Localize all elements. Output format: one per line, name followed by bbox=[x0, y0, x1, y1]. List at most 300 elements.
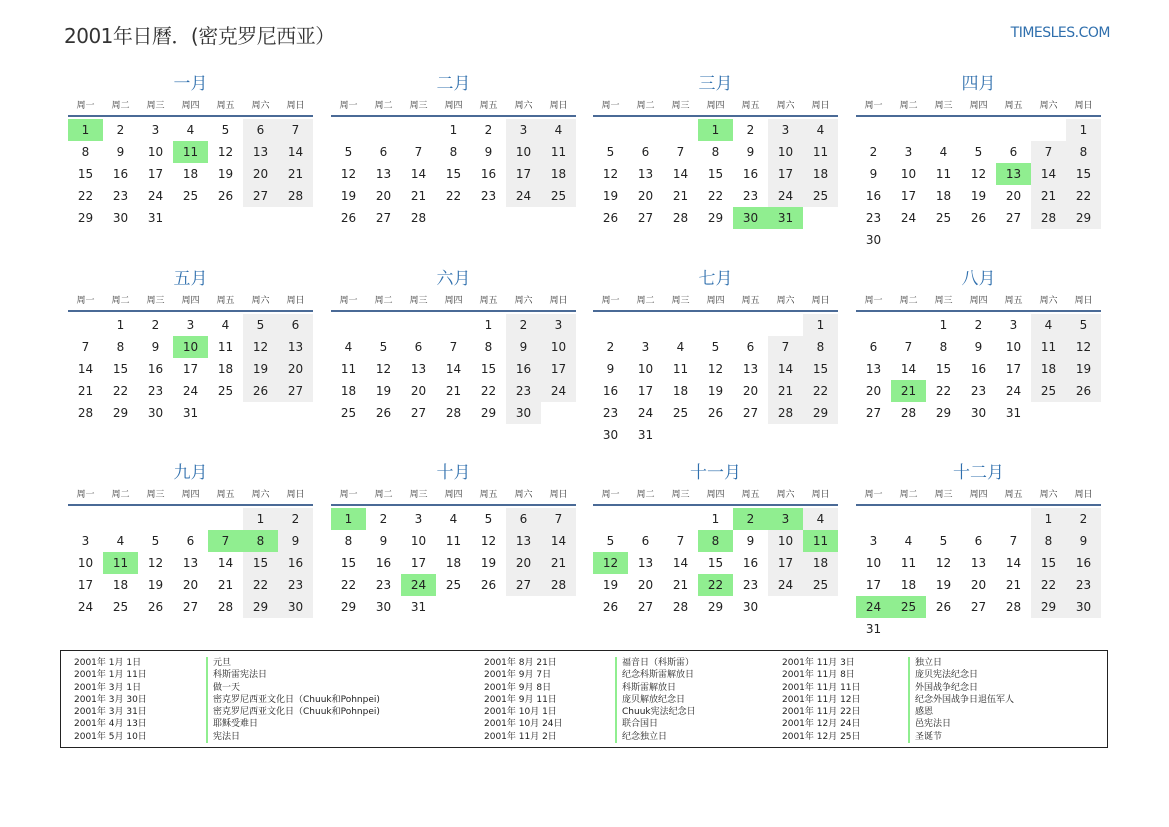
weekday-header bbox=[856, 292, 1101, 312]
holiday-date: 2001年 12月 25日 bbox=[782, 731, 861, 742]
day-cell: 16 bbox=[112, 167, 129, 181]
day-cell: 26 bbox=[147, 600, 164, 614]
day-cell: 25 bbox=[112, 600, 129, 614]
month-title: 七月 bbox=[698, 269, 733, 289]
day-cell: 27 bbox=[637, 211, 654, 225]
holiday-name: 元旦 bbox=[206, 657, 231, 669]
legend-row bbox=[74, 669, 380, 681]
day-cell: 9 bbox=[974, 340, 983, 354]
day-cell: 6 bbox=[243, 119, 278, 141]
day-cell: 30 bbox=[602, 428, 619, 442]
day-cell: 18 bbox=[672, 384, 689, 398]
weekday-label: 周五 bbox=[1004, 490, 1023, 500]
day-cell: 3 bbox=[81, 534, 90, 548]
day-cell: 2 bbox=[1066, 508, 1101, 530]
weekday-label: 周六 bbox=[1039, 101, 1058, 111]
day-cell: 25 bbox=[541, 185, 576, 207]
day-cell: 13 bbox=[865, 362, 882, 376]
legend-row bbox=[74, 682, 380, 694]
day-cell: 17 bbox=[865, 578, 882, 592]
day-cell: 9 bbox=[151, 340, 160, 354]
day-cell: 23 bbox=[112, 189, 129, 203]
day-cell: 19 bbox=[602, 578, 619, 592]
weekday-label: 周日 bbox=[286, 490, 305, 500]
day-cell: 29 bbox=[707, 600, 724, 614]
holiday-date: 2001年 11月 8日 bbox=[782, 670, 855, 681]
day-cell: 15 bbox=[445, 167, 462, 181]
holiday-name: 庞贝宪法纪念日 bbox=[908, 669, 978, 681]
weekday-label: 周六 bbox=[776, 296, 795, 306]
day-cell: 16 bbox=[865, 189, 882, 203]
holiday-day-cell: 24 bbox=[856, 596, 891, 618]
day-cell: 28 bbox=[77, 406, 94, 420]
day-cell: 21 bbox=[768, 380, 803, 402]
weekday-label: 周三 bbox=[671, 490, 690, 500]
day-cell: 12 bbox=[970, 167, 987, 181]
day-cell: 6 bbox=[186, 534, 195, 548]
weekday-label: 周三 bbox=[146, 296, 165, 306]
day-cell: 2 bbox=[974, 318, 983, 332]
holiday-name: Chuuk宪法纪念日 bbox=[615, 706, 696, 718]
day-cell: 23 bbox=[278, 574, 313, 596]
month-block bbox=[331, 72, 576, 229]
weekday-header bbox=[331, 486, 576, 506]
empty-cell bbox=[68, 314, 103, 336]
day-cell: 12 bbox=[217, 145, 234, 159]
day-cell: 14 bbox=[217, 556, 234, 570]
day-cell: 14 bbox=[278, 141, 313, 163]
weekday-label: 周四 bbox=[706, 296, 725, 306]
day-cell: 1 bbox=[449, 123, 458, 137]
day-grid bbox=[68, 508, 313, 618]
day-grid bbox=[856, 119, 1101, 251]
holiday-day-cell: 10 bbox=[173, 336, 208, 358]
day-cell: 6 bbox=[641, 534, 650, 548]
day-cell: 10 bbox=[900, 167, 917, 181]
holiday-date: 2001年 3月 1日 bbox=[74, 682, 142, 693]
empty-cell bbox=[996, 508, 1031, 530]
holiday-date: 2001年 11月 12日 bbox=[782, 694, 861, 705]
day-grid bbox=[593, 508, 838, 618]
empty-cell bbox=[663, 314, 698, 336]
day-cell: 14 bbox=[410, 167, 427, 181]
day-cell: 14 bbox=[445, 362, 462, 376]
day-cell: 20 bbox=[410, 384, 427, 398]
weekday-label: 周三 bbox=[934, 101, 953, 111]
weekday-header bbox=[593, 486, 838, 506]
weekday-label: 周四 bbox=[969, 296, 988, 306]
day-cell: 16 bbox=[375, 556, 392, 570]
legend-row bbox=[484, 718, 696, 730]
legend-column-3 bbox=[782, 657, 1014, 743]
day-cell: 9 bbox=[116, 145, 125, 159]
day-cell: 22 bbox=[77, 189, 94, 203]
weekday-label: 周三 bbox=[409, 490, 428, 500]
holiday-date: 2001年 9月 8日 bbox=[484, 682, 552, 693]
empty-cell bbox=[961, 119, 996, 141]
day-cell: 15 bbox=[935, 362, 952, 376]
day-cell: 31 bbox=[637, 428, 654, 442]
weekday-header bbox=[593, 292, 838, 312]
day-cell: 13 bbox=[375, 167, 392, 181]
day-cell: 19 bbox=[1066, 358, 1101, 380]
day-cell: 23 bbox=[375, 578, 392, 592]
day-cell: 17 bbox=[1005, 362, 1022, 376]
empty-cell bbox=[961, 508, 996, 530]
month-block bbox=[593, 461, 838, 618]
day-cell: 29 bbox=[707, 211, 724, 225]
day-cell: 9 bbox=[379, 534, 388, 548]
weekday-label: 周三 bbox=[934, 296, 953, 306]
holiday-day-cell: 1 bbox=[331, 508, 366, 530]
day-cell: 31 bbox=[865, 622, 882, 636]
day-cell: 28 bbox=[1005, 600, 1022, 614]
day-cell: 24 bbox=[637, 406, 654, 420]
day-cell: 3 bbox=[186, 318, 195, 332]
empty-cell bbox=[593, 119, 628, 141]
day-grid bbox=[856, 314, 1101, 424]
legend-row bbox=[74, 694, 380, 706]
day-cell: 25 bbox=[1031, 380, 1066, 402]
day-cell: 13 bbox=[506, 530, 541, 552]
weekday-label: 周日 bbox=[286, 296, 305, 306]
day-cell: 30 bbox=[112, 211, 129, 225]
day-cell: 3 bbox=[541, 314, 576, 336]
day-cell: 4 bbox=[803, 119, 838, 141]
month-title: 三月 bbox=[698, 74, 733, 94]
day-cell: 28 bbox=[541, 574, 576, 596]
legend-row bbox=[782, 731, 1014, 743]
weekday-label: 周五 bbox=[479, 296, 498, 306]
weekday-label: 周四 bbox=[969, 101, 988, 111]
day-cell: 20 bbox=[637, 189, 654, 203]
day-cell: 11 bbox=[541, 141, 576, 163]
day-cell: 19 bbox=[340, 189, 357, 203]
day-cell: 21 bbox=[278, 163, 313, 185]
month-title: 八月 bbox=[961, 269, 996, 289]
holiday-day-cell: 8 bbox=[698, 530, 733, 552]
day-cell: 15 bbox=[707, 556, 724, 570]
day-cell: 9 bbox=[746, 145, 755, 159]
legend-row bbox=[484, 669, 696, 681]
holiday-day-cell: 31 bbox=[768, 207, 803, 229]
day-cell: 14 bbox=[672, 167, 689, 181]
day-cell: 4 bbox=[939, 145, 948, 159]
empty-cell bbox=[593, 314, 628, 336]
weekday-label: 周一 bbox=[76, 296, 95, 306]
weekday-label: 周一 bbox=[339, 296, 358, 306]
day-cell: 24 bbox=[1005, 384, 1022, 398]
day-cell: 14 bbox=[672, 556, 689, 570]
day-cell: 31 bbox=[1005, 406, 1022, 420]
day-cell: 30 bbox=[1066, 596, 1101, 618]
day-cell: 20 bbox=[637, 578, 654, 592]
day-cell: 23 bbox=[480, 189, 497, 203]
day-cell: 9 bbox=[869, 167, 878, 181]
day-cell: 17 bbox=[182, 362, 199, 376]
weekday-label: 周五 bbox=[216, 101, 235, 111]
day-cell: 5 bbox=[939, 534, 948, 548]
day-cell: 19 bbox=[375, 384, 392, 398]
day-cell: 19 bbox=[243, 358, 278, 380]
day-cell: 8 bbox=[449, 145, 458, 159]
weekday-label: 周日 bbox=[1074, 490, 1093, 500]
weekday-label: 周日 bbox=[549, 490, 568, 500]
month-title: 十二月 bbox=[953, 463, 1004, 483]
day-grid bbox=[68, 314, 313, 424]
day-cell: 7 bbox=[449, 340, 458, 354]
weekday-header bbox=[68, 486, 313, 506]
day-cell: 4 bbox=[803, 508, 838, 530]
day-cell: 28 bbox=[900, 406, 917, 420]
weekday-label: 周六 bbox=[251, 101, 270, 111]
day-cell: 5 bbox=[484, 512, 493, 526]
empty-cell bbox=[138, 508, 173, 530]
weekday-label: 周六 bbox=[1039, 296, 1058, 306]
holiday-day-cell: 24 bbox=[401, 574, 436, 596]
day-cell: 12 bbox=[147, 556, 164, 570]
day-cell: 30 bbox=[147, 406, 164, 420]
day-cell: 19 bbox=[602, 189, 619, 203]
legend-row bbox=[484, 731, 696, 743]
legend-row bbox=[782, 669, 1014, 681]
weekday-label: 周二 bbox=[899, 490, 918, 500]
day-cell: 26 bbox=[602, 211, 619, 225]
weekday-label: 周三 bbox=[671, 296, 690, 306]
day-cell: 27 bbox=[970, 600, 987, 614]
day-cell: 30 bbox=[375, 600, 392, 614]
weekday-label: 周四 bbox=[181, 296, 200, 306]
day-cell: 19 bbox=[935, 578, 952, 592]
day-cell: 2 bbox=[379, 512, 388, 526]
day-cell: 11 bbox=[445, 534, 462, 548]
weekday-label: 周日 bbox=[1074, 296, 1093, 306]
day-cell: 10 bbox=[77, 556, 94, 570]
day-cell: 23 bbox=[147, 384, 164, 398]
month-block bbox=[331, 267, 576, 424]
day-cell: 17 bbox=[637, 384, 654, 398]
day-cell: 11 bbox=[900, 556, 917, 570]
holiday-name: 宪法日 bbox=[206, 731, 240, 743]
day-cell: 28 bbox=[445, 406, 462, 420]
day-cell: 17 bbox=[768, 163, 803, 185]
holiday-name: 感恩 bbox=[908, 706, 933, 718]
day-cell: 4 bbox=[186, 123, 195, 137]
day-cell: 28 bbox=[1031, 207, 1066, 229]
holiday-name: 圣诞节 bbox=[908, 731, 942, 743]
empty-cell bbox=[891, 119, 926, 141]
day-cell: 26 bbox=[217, 189, 234, 203]
day-cell: 18 bbox=[803, 163, 838, 185]
weekday-label: 周二 bbox=[374, 490, 393, 500]
day-cell: 14 bbox=[77, 362, 94, 376]
day-cell: 24 bbox=[77, 600, 94, 614]
day-cell: 26 bbox=[243, 380, 278, 402]
day-cell: 22 bbox=[112, 384, 129, 398]
weekday-label: 周一 bbox=[601, 296, 620, 306]
empty-cell bbox=[698, 314, 733, 336]
day-cell: 1 bbox=[243, 508, 278, 530]
holiday-day-cell: 12 bbox=[593, 552, 628, 574]
day-cell: 10 bbox=[865, 556, 882, 570]
day-cell: 2 bbox=[606, 340, 615, 354]
empty-cell bbox=[103, 508, 138, 530]
day-cell: 30 bbox=[506, 402, 541, 424]
day-cell: 17 bbox=[900, 189, 917, 203]
holiday-date: 2001年 5月 10日 bbox=[74, 731, 147, 742]
holiday-name: 邑宪法日 bbox=[908, 718, 951, 730]
weekday-label: 周六 bbox=[514, 296, 533, 306]
weekday-header bbox=[856, 97, 1101, 117]
weekday-label: 周四 bbox=[444, 296, 463, 306]
day-cell: 10 bbox=[768, 530, 803, 552]
day-cell: 26 bbox=[1066, 380, 1101, 402]
day-cell: 5 bbox=[243, 314, 278, 336]
day-cell: 9 bbox=[1066, 530, 1101, 552]
day-cell: 29 bbox=[77, 211, 94, 225]
day-cell: 25 bbox=[803, 574, 838, 596]
weekday-label: 周日 bbox=[549, 101, 568, 111]
day-cell: 18 bbox=[1031, 358, 1066, 380]
holiday-day-cell: 1 bbox=[68, 119, 103, 141]
day-cell: 16 bbox=[1066, 552, 1101, 574]
legend-row bbox=[74, 731, 380, 743]
weekday-label: 周二 bbox=[899, 296, 918, 306]
day-cell: 12 bbox=[1066, 336, 1101, 358]
day-cell: 28 bbox=[768, 402, 803, 424]
day-cell: 23 bbox=[865, 211, 882, 225]
day-cell: 21 bbox=[77, 384, 94, 398]
day-cell: 7 bbox=[768, 336, 803, 358]
day-cell: 24 bbox=[900, 211, 917, 225]
weekday-label: 周三 bbox=[409, 101, 428, 111]
day-cell: 21 bbox=[217, 578, 234, 592]
holiday-date: 2001年 11月 3日 bbox=[782, 658, 855, 668]
day-cell: 3 bbox=[414, 512, 423, 526]
day-cell: 19 bbox=[707, 384, 724, 398]
brand-link[interactable]: TIMESLES.COM bbox=[1010, 25, 1110, 41]
weekday-label: 周四 bbox=[969, 490, 988, 500]
day-cell: 19 bbox=[147, 578, 164, 592]
day-cell: 20 bbox=[742, 384, 759, 398]
day-cell: 4 bbox=[904, 534, 913, 548]
day-cell: 31 bbox=[410, 600, 427, 614]
day-cell: 7 bbox=[676, 534, 685, 548]
weekday-label: 周六 bbox=[514, 101, 533, 111]
day-cell: 8 bbox=[484, 340, 493, 354]
month-block bbox=[68, 461, 313, 618]
month-block bbox=[68, 267, 313, 424]
day-cell: 20 bbox=[278, 358, 313, 380]
day-cell: 29 bbox=[243, 596, 278, 618]
day-cell: 6 bbox=[1009, 145, 1018, 159]
day-cell: 28 bbox=[672, 211, 689, 225]
weekday-label: 周一 bbox=[76, 101, 95, 111]
day-cell: 6 bbox=[414, 340, 423, 354]
empty-cell bbox=[733, 314, 768, 336]
month-block bbox=[593, 267, 838, 446]
holiday-name: 外国战争纪念日 bbox=[908, 682, 978, 694]
day-cell: 25 bbox=[672, 406, 689, 420]
day-cell: 16 bbox=[506, 358, 541, 380]
day-cell: 7 bbox=[278, 119, 313, 141]
day-cell: 2 bbox=[151, 318, 160, 332]
holiday-date: 2001年 1月 11日 bbox=[74, 670, 147, 681]
empty-cell bbox=[68, 508, 103, 530]
legend-row bbox=[782, 718, 1014, 730]
holiday-day-cell: 25 bbox=[891, 596, 926, 618]
day-cell: 5 bbox=[711, 340, 720, 354]
day-cell: 25 bbox=[182, 189, 199, 203]
day-cell: 18 bbox=[340, 384, 357, 398]
day-cell: 13 bbox=[243, 141, 278, 163]
day-grid bbox=[331, 314, 576, 424]
day-cell: 8 bbox=[116, 340, 125, 354]
holiday-name: 密克罗尼西亚文化日（Chuuk和Pohnpei) bbox=[206, 706, 380, 718]
legend-row bbox=[74, 706, 380, 718]
day-cell: 14 bbox=[768, 358, 803, 380]
legend-row bbox=[74, 657, 380, 669]
day-cell: 23 bbox=[970, 384, 987, 398]
day-cell: 3 bbox=[768, 119, 803, 141]
day-grid bbox=[331, 119, 576, 229]
legend-column-1 bbox=[74, 657, 380, 743]
day-cell: 14 bbox=[541, 530, 576, 552]
weekday-label: 周二 bbox=[111, 296, 130, 306]
holiday-date: 2001年 9月 7日 bbox=[484, 670, 552, 681]
day-cell: 7 bbox=[541, 508, 576, 530]
weekday-label: 周四 bbox=[181, 490, 200, 500]
day-cell: 25 bbox=[803, 185, 838, 207]
day-cell: 2 bbox=[278, 508, 313, 530]
day-cell: 6 bbox=[278, 314, 313, 336]
holiday-date: 2001年 9月 11日 bbox=[484, 694, 557, 705]
weekday-label: 周二 bbox=[636, 296, 655, 306]
weekday-label: 周四 bbox=[706, 490, 725, 500]
weekday-label: 周日 bbox=[811, 490, 830, 500]
holiday-name: 联合国日 bbox=[615, 718, 658, 730]
day-cell: 16 bbox=[970, 362, 987, 376]
month-title: 十一月 bbox=[690, 463, 741, 483]
weekday-label: 周五 bbox=[1004, 101, 1023, 111]
day-cell: 8 bbox=[1066, 141, 1101, 163]
day-cell: 16 bbox=[742, 167, 759, 181]
weekday-label: 周五 bbox=[741, 296, 760, 306]
holiday-day-cell: 7 bbox=[208, 530, 243, 552]
day-cell: 22 bbox=[340, 578, 357, 592]
day-cell: 10 bbox=[768, 141, 803, 163]
day-cell: 29 bbox=[340, 600, 357, 614]
weekday-label: 周五 bbox=[479, 490, 498, 500]
day-cell: 29 bbox=[935, 406, 952, 420]
holiday-day-cell: 11 bbox=[173, 141, 208, 163]
day-cell: 24 bbox=[768, 185, 803, 207]
holiday-date: 2001年 11月 2日 bbox=[484, 731, 557, 742]
day-cell: 23 bbox=[742, 189, 759, 203]
day-grid bbox=[68, 119, 313, 229]
holiday-name: 纪念独立日 bbox=[615, 731, 667, 743]
weekday-label: 周一 bbox=[601, 101, 620, 111]
day-cell: 10 bbox=[147, 145, 164, 159]
weekday-label: 周六 bbox=[1039, 490, 1058, 500]
day-cell: 13 bbox=[970, 556, 987, 570]
day-cell: 26 bbox=[340, 211, 357, 225]
weekday-label: 周一 bbox=[864, 296, 883, 306]
day-cell: 2 bbox=[116, 123, 125, 137]
day-cell: 15 bbox=[1031, 552, 1066, 574]
day-cell: 1 bbox=[939, 318, 948, 332]
day-cell: 24 bbox=[147, 189, 164, 203]
